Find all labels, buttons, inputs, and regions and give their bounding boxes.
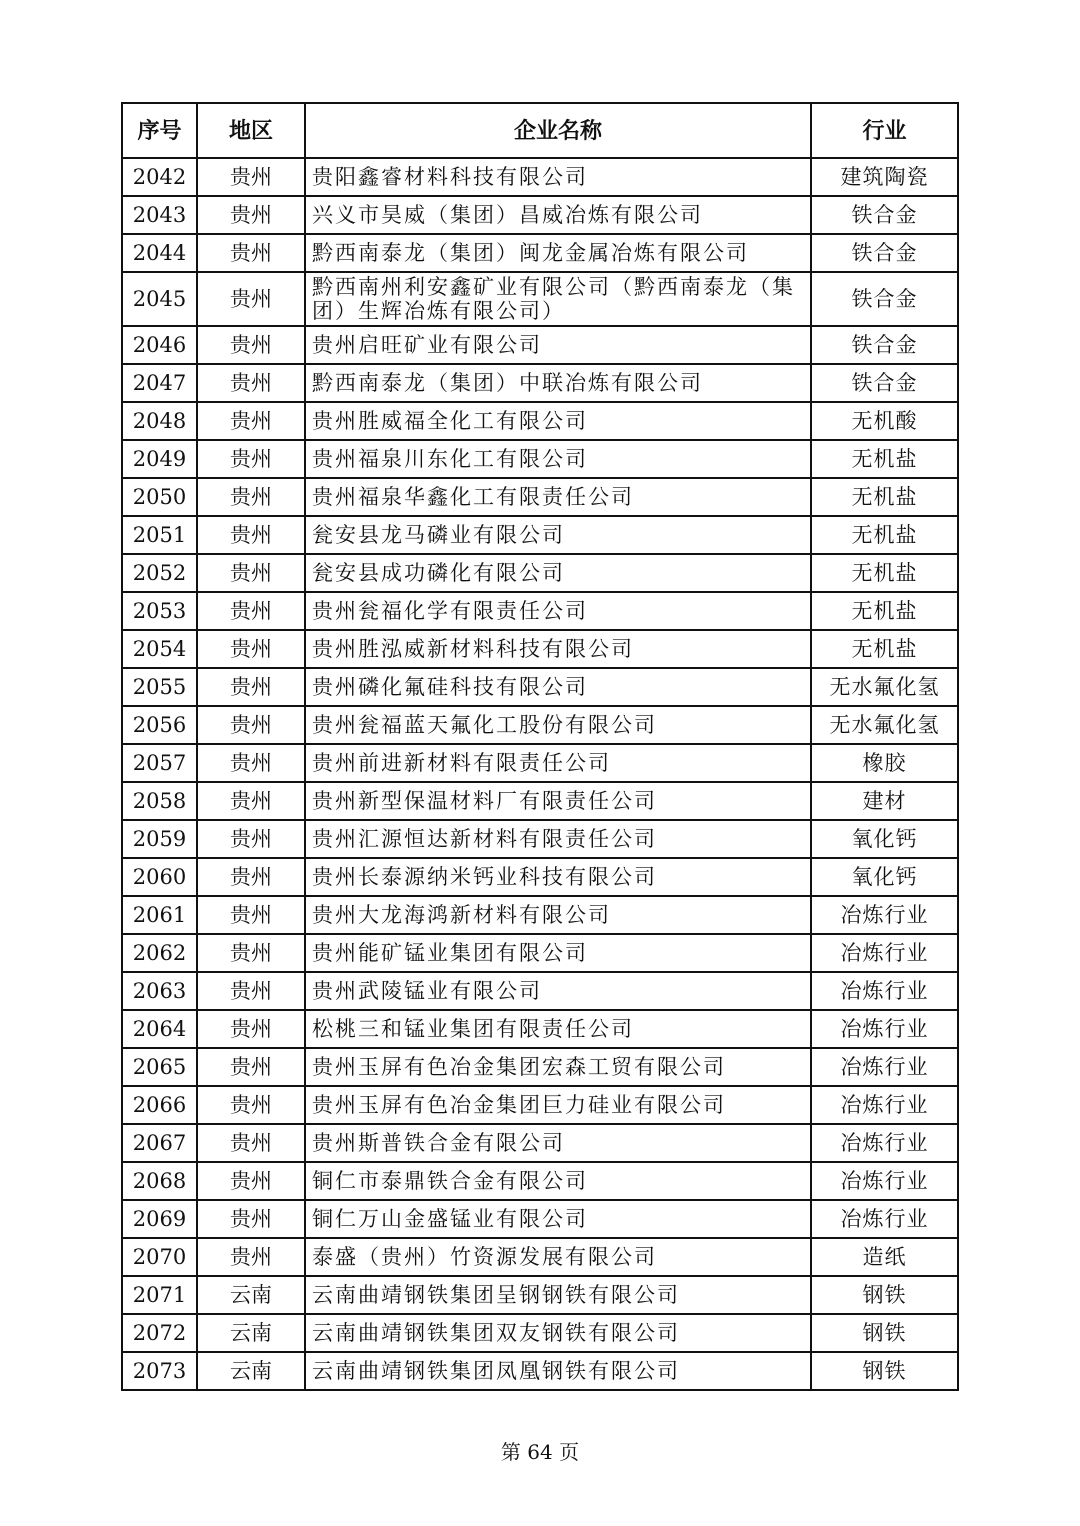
cell-serial-number: 2070 [122,1238,197,1276]
cell-enterprise-name: 云南曲靖钢铁集团凤凰钢铁有限公司 [305,1352,811,1390]
table-row [122,1314,958,1352]
cell-industry: 冶炼行业 [811,1124,958,1162]
cell-serial-number: 2071 [122,1276,197,1314]
cell-serial-number: 2047 [122,364,197,402]
cell-region: 贵州 [197,592,305,630]
cell-industry: 冶炼行业 [811,896,958,934]
cell-industry: 钢铁 [811,1352,958,1390]
cell-enterprise-name: 贵州前进新材料有限责任公司 [305,744,811,782]
cell-region: 贵州 [197,630,305,668]
cell-industry: 无机盐 [811,440,958,478]
cell-serial-number: 2063 [122,972,197,1010]
table-row [122,158,958,196]
cell-enterprise-name: 贵阳鑫睿材料科技有限公司 [305,158,811,196]
table-row [122,896,958,934]
cell-enterprise-name: 贵州瓮福化学有限责任公司 [305,592,811,630]
cell-enterprise-name: 云南曲靖钢铁集团双友钢铁有限公司 [305,1314,811,1352]
cell-region: 贵州 [197,1200,305,1238]
cell-industry: 无机盐 [811,630,958,668]
table-row [122,858,958,896]
cell-serial-number: 2065 [122,1048,197,1086]
table-row [122,706,958,744]
cell-industry: 铁合金 [811,196,958,234]
table-row [122,820,958,858]
cell-serial-number: 2051 [122,516,197,554]
cell-enterprise-name: 兴义市昊威（集团）昌威冶炼有限公司 [305,196,811,234]
cell-enterprise-name: 贵州长泰源纳米钙业科技有限公司 [305,858,811,896]
cell-enterprise-name: 贵州启旺矿业有限公司 [305,326,811,364]
table-row [122,592,958,630]
cell-industry: 冶炼行业 [811,1162,958,1200]
cell-region: 贵州 [197,668,305,706]
cell-serial-number: 2050 [122,478,197,516]
cell-serial-number: 2046 [122,326,197,364]
cell-region: 贵州 [197,364,305,402]
cell-enterprise-name: 贵州大龙海鸿新材料有限公司 [305,896,811,934]
cell-serial-number: 2055 [122,668,197,706]
cell-enterprise-name: 瓮安县成功磷化有限公司 [305,554,811,592]
cell-region: 贵州 [197,782,305,820]
cell-industry: 氧化钙 [811,820,958,858]
cell-industry: 无水氟化氢 [811,706,958,744]
cell-serial-number: 2044 [122,234,197,272]
cell-region: 贵州 [197,516,305,554]
cell-enterprise-name: 黔西南州利安鑫矿业有限公司（黔西南泰龙（集团）生辉冶炼有限公司） [305,272,811,326]
cell-enterprise-name: 黔西南泰龙（集团）闽龙金属冶炼有限公司 [305,234,811,272]
cell-industry: 橡胶 [811,744,958,782]
table-row [122,234,958,272]
cell-serial-number: 2060 [122,858,197,896]
table-row [122,934,958,972]
table-row [122,630,958,668]
cell-industry: 铁合金 [811,326,958,364]
header-serial-number: 序号 [122,103,197,158]
cell-enterprise-name: 黔西南泰龙（集团）中联冶炼有限公司 [305,364,811,402]
page-number: 第 64 页 [500,1440,580,1464]
cell-region: 贵州 [197,272,305,326]
table-row [122,972,958,1010]
cell-enterprise-name: 贵州汇源恒达新材料有限责任公司 [305,820,811,858]
table-row [122,1276,958,1314]
table-row [122,326,958,364]
cell-serial-number: 2057 [122,744,197,782]
cell-serial-number: 2053 [122,592,197,630]
cell-industry: 冶炼行业 [811,1048,958,1086]
cell-region: 贵州 [197,326,305,364]
table-row [122,196,958,234]
table-body [122,158,958,1390]
cell-region: 贵州 [197,234,305,272]
cell-region: 贵州 [197,706,305,744]
cell-industry: 钢铁 [811,1276,958,1314]
table-row [122,744,958,782]
table-row [122,668,958,706]
table-row [122,478,958,516]
cell-industry: 冶炼行业 [811,934,958,972]
cell-industry: 铁合金 [811,234,958,272]
cell-region: 贵州 [197,1010,305,1048]
cell-industry: 造纸 [811,1238,958,1276]
cell-industry: 无机酸 [811,402,958,440]
cell-industry: 铁合金 [811,272,958,326]
cell-industry: 建材 [811,782,958,820]
table-row [122,1124,958,1162]
cell-industry: 无机盐 [811,554,958,592]
cell-serial-number: 2061 [122,896,197,934]
cell-serial-number: 2045 [122,272,197,326]
cell-region: 贵州 [197,934,305,972]
cell-region: 云南 [197,1352,305,1390]
table-row [122,440,958,478]
cell-region: 贵州 [197,858,305,896]
cell-enterprise-name: 贵州胜威福全化工有限公司 [305,402,811,440]
cell-serial-number: 2069 [122,1200,197,1238]
cell-enterprise-name: 泰盛（贵州）竹资源发展有限公司 [305,1238,811,1276]
cell-region: 贵州 [197,896,305,934]
table-row [122,272,958,326]
cell-serial-number: 2073 [122,1352,197,1390]
table-row [122,1238,958,1276]
table-row [122,1086,958,1124]
cell-enterprise-name: 瓮安县龙马磷业有限公司 [305,516,811,554]
table-row [122,1010,958,1048]
cell-enterprise-name: 云南曲靖钢铁集团呈钢钢铁有限公司 [305,1276,811,1314]
cell-region: 贵州 [197,1124,305,1162]
enterprise-table [121,102,959,1391]
table-row [122,364,958,402]
cell-serial-number: 2054 [122,630,197,668]
cell-enterprise-name: 铜仁万山金盛锰业有限公司 [305,1200,811,1238]
cell-serial-number: 2067 [122,1124,197,1162]
cell-enterprise-name: 贵州瓮福蓝天氟化工股份有限公司 [305,706,811,744]
cell-serial-number: 2042 [122,158,197,196]
cell-serial-number: 2064 [122,1010,197,1048]
table-row [122,1200,958,1238]
cell-serial-number: 2072 [122,1314,197,1352]
cell-serial-number: 2049 [122,440,197,478]
cell-enterprise-name: 贵州玉屏有色冶金集团宏森工贸有限公司 [305,1048,811,1086]
cell-enterprise-name: 贵州福泉川东化工有限公司 [305,440,811,478]
table-row [122,516,958,554]
header-region: 地区 [197,103,305,158]
cell-region: 贵州 [197,1162,305,1200]
cell-region: 贵州 [197,196,305,234]
cell-enterprise-name: 贵州福泉华鑫化工有限责任公司 [305,478,811,516]
header-enterprise-name: 企业名称 [305,103,811,158]
cell-enterprise-name: 贵州玉屏有色冶金集团巨力硅业有限公司 [305,1086,811,1124]
cell-industry: 无机盐 [811,592,958,630]
cell-enterprise-name: 贵州斯普铁合金有限公司 [305,1124,811,1162]
cell-enterprise-name: 贵州武陵锰业有限公司 [305,972,811,1010]
cell-serial-number: 2062 [122,934,197,972]
cell-serial-number: 2048 [122,402,197,440]
cell-region: 贵州 [197,1086,305,1124]
cell-industry: 冶炼行业 [811,1200,958,1238]
cell-serial-number: 2058 [122,782,197,820]
cell-enterprise-name: 贵州胜泓威新材料科技有限公司 [305,630,811,668]
cell-region: 贵州 [197,402,305,440]
cell-serial-number: 2059 [122,820,197,858]
table-row [122,1048,958,1086]
table-header-row [122,103,958,158]
cell-region: 贵州 [197,820,305,858]
table-row [122,1162,958,1200]
cell-industry: 无机盐 [811,478,958,516]
cell-region: 贵州 [197,972,305,1010]
cell-industry: 氧化钙 [811,858,958,896]
cell-region: 贵州 [197,744,305,782]
cell-serial-number: 2068 [122,1162,197,1200]
header-industry: 行业 [811,103,958,158]
cell-serial-number: 2056 [122,706,197,744]
cell-region: 贵州 [197,158,305,196]
cell-serial-number: 2066 [122,1086,197,1124]
table-row [122,1352,958,1390]
cell-region: 贵州 [197,440,305,478]
cell-region: 云南 [197,1314,305,1352]
cell-enterprise-name: 贵州新型保温材料厂有限责任公司 [305,782,811,820]
cell-industry: 冶炼行业 [811,1010,958,1048]
cell-enterprise-name: 贵州磷化氟硅科技有限公司 [305,668,811,706]
cell-industry: 冶炼行业 [811,972,958,1010]
cell-region: 贵州 [197,1238,305,1276]
cell-industry: 冶炼行业 [811,1086,958,1124]
cell-region: 贵州 [197,1048,305,1086]
cell-region: 云南 [197,1276,305,1314]
cell-industry: 钢铁 [811,1314,958,1352]
table-row [122,402,958,440]
cell-enterprise-name: 铜仁市泰鼎铁合金有限公司 [305,1162,811,1200]
cell-enterprise-name: 贵州能矿锰业集团有限公司 [305,934,811,972]
cell-industry: 建筑陶瓷 [811,158,958,196]
cell-industry: 无机盐 [811,516,958,554]
table-row [122,554,958,592]
cell-serial-number: 2043 [122,196,197,234]
cell-industry: 铁合金 [811,364,958,402]
cell-region: 贵州 [197,478,305,516]
cell-region: 贵州 [197,554,305,592]
cell-serial-number: 2052 [122,554,197,592]
table-row [122,782,958,820]
cell-industry: 无水氟化氢 [811,668,958,706]
cell-enterprise-name: 松桃三和锰业集团有限责任公司 [305,1010,811,1048]
